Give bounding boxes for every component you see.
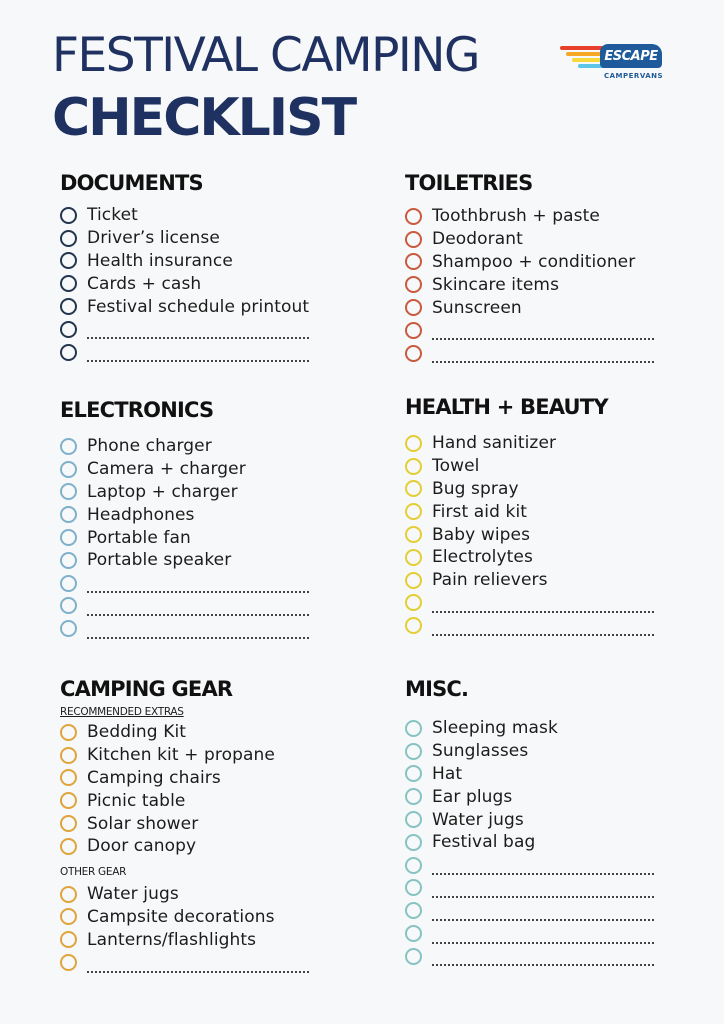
checklist-item-label: Electrolytes: [432, 547, 533, 568]
checklist-item[interactable]: [405, 432, 705, 455]
checkbox-circle-icon[interactable]: [60, 724, 77, 741]
checklist-blank-item[interactable]: [60, 318, 360, 341]
checkbox-circle-icon[interactable]: [60, 597, 77, 614]
checklist-item-label: Lanterns/flashlights: [87, 929, 257, 950]
checklist-item-label: Laptop + charger: [87, 481, 238, 502]
checklist-item-label: Towel: [432, 456, 480, 477]
checklist-item-label: Phone charger: [87, 436, 212, 457]
section-camping-gear: [60, 677, 360, 974]
checklist: [60, 883, 360, 974]
checklist-blank-item[interactable]: [405, 922, 705, 945]
checkbox-circle-icon[interactable]: [405, 526, 422, 543]
checklist: [60, 435, 360, 640]
checklist-item-label: Water jugs: [87, 884, 179, 905]
checkbox-circle-icon[interactable]: [60, 438, 77, 455]
page-title-line2: CHECKLIST: [52, 88, 356, 148]
checkbox-circle-icon[interactable]: [60, 792, 77, 809]
checklist-item-label: Festival bag: [432, 832, 536, 853]
checkbox-circle-icon[interactable]: [405, 480, 422, 497]
checkbox-circle-icon[interactable]: [60, 575, 77, 592]
checklist-item[interactable]: [405, 785, 705, 808]
page-title-line1: FESTIVAL CAMPING: [52, 28, 479, 83]
checklist-item-label: Pain relievers: [432, 570, 548, 591]
checklist-item-label: Portable fan: [87, 527, 191, 548]
section-heading: ELECTRONICS: [60, 398, 214, 422]
dotted-write-in-line[interactable]: [87, 957, 309, 973]
checklist-item[interactable]: [60, 928, 360, 951]
checklist-item-label: Door canopy: [87, 836, 197, 857]
checklist-item-label: Bug spray: [432, 478, 519, 499]
checkbox-circle-icon[interactable]: [60, 506, 77, 523]
checkbox-circle-icon[interactable]: [405, 594, 422, 611]
checkbox-circle-icon[interactable]: [60, 298, 77, 315]
escape-campervans-logo: [560, 42, 668, 84]
checklist-item-label: Camera + charger: [87, 459, 246, 480]
checklist-item[interactable]: [405, 478, 705, 501]
checklist-item-label: Sunglasses: [432, 741, 529, 762]
checkbox-circle-icon[interactable]: [405, 834, 422, 851]
checklist-blank-item[interactable]: [405, 342, 705, 365]
dotted-write-in-line[interactable]: [87, 600, 309, 616]
checklist-item-label: Skincare items: [432, 274, 560, 295]
checklist-item-label: Camping chairs: [87, 767, 221, 788]
checkbox-circle-icon[interactable]: [405, 322, 422, 339]
checklist-blank-item[interactable]: [60, 572, 360, 595]
checkbox-circle-icon[interactable]: [405, 948, 422, 965]
section-heading: TOILETRIES: [405, 171, 533, 195]
checklist-item[interactable]: [405, 205, 705, 228]
section-heading: HEALTH + BEAUTY: [405, 395, 608, 419]
checklist: [60, 721, 360, 858]
checklist: [405, 205, 705, 365]
dotted-write-in-line[interactable]: [432, 597, 654, 613]
checklist-item-label: Solar shower: [87, 813, 199, 834]
checklist: [405, 432, 705, 637]
checkbox-circle-icon[interactable]: [405, 720, 422, 737]
checklist-item[interactable]: [405, 228, 705, 251]
section-electronics: [60, 398, 360, 640]
checklist-item[interactable]: [60, 883, 360, 906]
dotted-write-in-line[interactable]: [432, 950, 654, 966]
checklist-item-label: Hand sanitizer: [432, 433, 557, 454]
dotted-write-in-line[interactable]: [87, 323, 309, 339]
checkbox-circle-icon[interactable]: [60, 954, 77, 971]
checkbox-circle-icon[interactable]: [405, 276, 422, 293]
checkbox-circle-icon[interactable]: [405, 902, 422, 919]
checklist-item-label: Campsite decorations: [87, 906, 275, 927]
checklist-item[interactable]: [405, 455, 705, 478]
section-heading: CAMPING GEAR: [60, 677, 233, 701]
checklist-blank-item[interactable]: [405, 614, 705, 637]
checklist-item[interactable]: [405, 273, 705, 296]
section-misc: [405, 677, 705, 968]
dotted-write-in-line[interactable]: [87, 577, 309, 593]
checklist-item-label: Bedding Kit: [87, 722, 187, 743]
section-health-beauty: [405, 395, 705, 637]
checkbox-circle-icon[interactable]: [60, 838, 77, 855]
checkbox-circle-icon[interactable]: [405, 572, 422, 589]
checklist-item-label: Toothbrush + paste: [432, 206, 600, 227]
checklist-blank-item[interactable]: [60, 595, 360, 618]
checklist-item[interactable]: [60, 812, 360, 835]
checkbox-circle-icon[interactable]: [405, 253, 422, 270]
checkbox-circle-icon[interactable]: [60, 931, 77, 948]
section-toiletries: [405, 171, 705, 365]
checklist-item[interactable]: [405, 831, 705, 854]
checklist-item[interactable]: [60, 481, 360, 504]
checklist-item-label: Festival schedule printout: [87, 296, 310, 317]
checklist-item-label: First aid kit: [432, 501, 528, 522]
checkbox-circle-icon[interactable]: [405, 879, 422, 896]
checkbox-circle-icon[interactable]: [405, 925, 422, 942]
checkbox-circle-icon[interactable]: [405, 435, 422, 452]
checkbox-circle-icon[interactable]: [60, 230, 77, 247]
logo-subtitle: CAMPERVANS: [604, 72, 664, 80]
checklist-item[interactable]: [60, 721, 360, 744]
checklist-item[interactable]: [60, 435, 360, 458]
dotted-write-in-line[interactable]: [432, 882, 654, 898]
checkbox-circle-icon[interactable]: [405, 208, 422, 225]
checklist-item[interactable]: [60, 250, 360, 273]
checkbox-circle-icon[interactable]: [60, 747, 77, 764]
checklist-item-label: Kitchen kit + propane: [87, 745, 275, 766]
checklist-item[interactable]: [60, 204, 360, 227]
subsection-label-recommended: RECOMMENDED EXTRAS: [60, 706, 184, 718]
checkbox-circle-icon[interactable]: [60, 207, 77, 224]
dotted-write-in-line[interactable]: [87, 623, 309, 639]
checklist-item-label: Baby wipes: [432, 524, 531, 545]
checklist-item[interactable]: [405, 763, 705, 786]
checklist-item[interactable]: [60, 227, 360, 250]
checkbox-circle-icon[interactable]: [405, 345, 422, 362]
logo-stripe: [560, 46, 606, 50]
checklist-item-label: Water jugs: [432, 809, 524, 830]
checklist-item-label: Sleeping mask: [432, 718, 558, 739]
checklist-item[interactable]: [60, 744, 360, 767]
dotted-write-in-line[interactable]: [432, 620, 654, 636]
checkbox-circle-icon[interactable]: [60, 344, 77, 361]
checklist-item-label: Picnic table: [87, 790, 186, 811]
checklist-item[interactable]: [60, 458, 360, 481]
checkbox-circle-icon[interactable]: [405, 503, 422, 520]
checklist-item-label: Ear plugs: [432, 786, 513, 807]
checklist-item-label: Headphones: [87, 504, 195, 525]
checkbox-circle-icon[interactable]: [405, 617, 422, 634]
checklist-blank-item[interactable]: [405, 899, 705, 922]
checkbox-circle-icon[interactable]: [60, 769, 77, 786]
subsection-label-other: OTHER GEAR: [60, 865, 127, 878]
checklist-item[interactable]: [405, 717, 705, 740]
checklist-item[interactable]: [405, 500, 705, 523]
dotted-write-in-line[interactable]: [432, 347, 654, 363]
checkbox-circle-icon[interactable]: [60, 552, 77, 569]
checklist-item[interactable]: [405, 546, 705, 569]
checkbox-circle-icon[interactable]: [60, 908, 77, 925]
dotted-write-in-line[interactable]: [432, 928, 654, 944]
logo-badge: ESCAPE: [600, 44, 662, 68]
checkbox-circle-icon[interactable]: [60, 620, 77, 637]
checkbox-circle-icon[interactable]: [60, 529, 77, 546]
checklist-item[interactable]: [60, 549, 360, 572]
checklist-item-label: Ticket: [87, 205, 138, 226]
checklist-blank-item[interactable]: [405, 945, 705, 968]
checklist-item[interactable]: [405, 808, 705, 831]
checklist-blank-item[interactable]: [405, 592, 705, 615]
checklist-item[interactable]: [60, 835, 360, 858]
checklist-item-label: Sunscreen: [432, 297, 522, 318]
checklist-item[interactable]: [60, 906, 360, 929]
checkbox-circle-icon[interactable]: [60, 886, 77, 903]
checklist-item[interactable]: [60, 295, 360, 318]
checklist-item[interactable]: [405, 251, 705, 274]
checkbox-circle-icon[interactable]: [405, 857, 422, 874]
checkbox-circle-icon[interactable]: [60, 815, 77, 832]
checklist-blank-item[interactable]: [60, 617, 360, 640]
checklist-item-label: Shampoo + conditioner: [432, 251, 636, 272]
checklist-item[interactable]: [60, 272, 360, 295]
dotted-write-in-line[interactable]: [432, 324, 654, 340]
checkbox-circle-icon[interactable]: [405, 743, 422, 760]
checklist-blank-item[interactable]: [60, 341, 360, 364]
dotted-write-in-line[interactable]: [432, 859, 654, 875]
checklist-item[interactable]: [405, 523, 705, 546]
dotted-write-in-line[interactable]: [87, 346, 309, 362]
checklist-blank-item[interactable]: [405, 877, 705, 900]
checklist-item[interactable]: [60, 767, 360, 790]
checklist-item[interactable]: [60, 789, 360, 812]
checklist: [60, 204, 360, 364]
checklist-item[interactable]: [60, 526, 360, 549]
checkbox-circle-icon[interactable]: [60, 461, 77, 478]
checklist-item-label: Cards + cash: [87, 273, 202, 294]
checklist: [405, 717, 705, 968]
checkbox-circle-icon[interactable]: [405, 231, 422, 248]
checkbox-circle-icon[interactable]: [60, 275, 77, 292]
checklist-item[interactable]: [405, 569, 705, 592]
checklist-blank-item[interactable]: [405, 319, 705, 342]
checkbox-circle-icon[interactable]: [60, 321, 77, 338]
checkbox-circle-icon[interactable]: [405, 765, 422, 782]
section-documents: [60, 171, 360, 364]
checkbox-circle-icon[interactable]: [405, 458, 422, 475]
checkbox-circle-icon[interactable]: [405, 299, 422, 316]
section-heading: MISC.: [405, 677, 469, 701]
checkbox-circle-icon[interactable]: [405, 788, 422, 805]
checklist-blank-item[interactable]: [405, 854, 705, 877]
checklist-item-label: Driver’s license: [87, 228, 220, 249]
checklist-item[interactable]: [405, 740, 705, 763]
checkbox-circle-icon[interactable]: [60, 252, 77, 269]
checkbox-circle-icon[interactable]: [405, 811, 422, 828]
checkbox-circle-icon[interactable]: [60, 483, 77, 500]
checklist-item-label: Health insurance: [87, 250, 233, 271]
checklist-blank-item[interactable]: [60, 951, 360, 974]
dotted-write-in-line[interactable]: [432, 905, 654, 921]
checklist-item-label: Portable speaker: [87, 550, 232, 571]
checklist-item[interactable]: [405, 296, 705, 319]
section-heading: DOCUMENTS: [60, 171, 203, 195]
checklist-item[interactable]: [60, 503, 360, 526]
checklist-item-label: Deodorant: [432, 229, 523, 250]
checklist-item-label: Hat: [432, 763, 463, 784]
checkbox-circle-icon[interactable]: [405, 549, 422, 566]
